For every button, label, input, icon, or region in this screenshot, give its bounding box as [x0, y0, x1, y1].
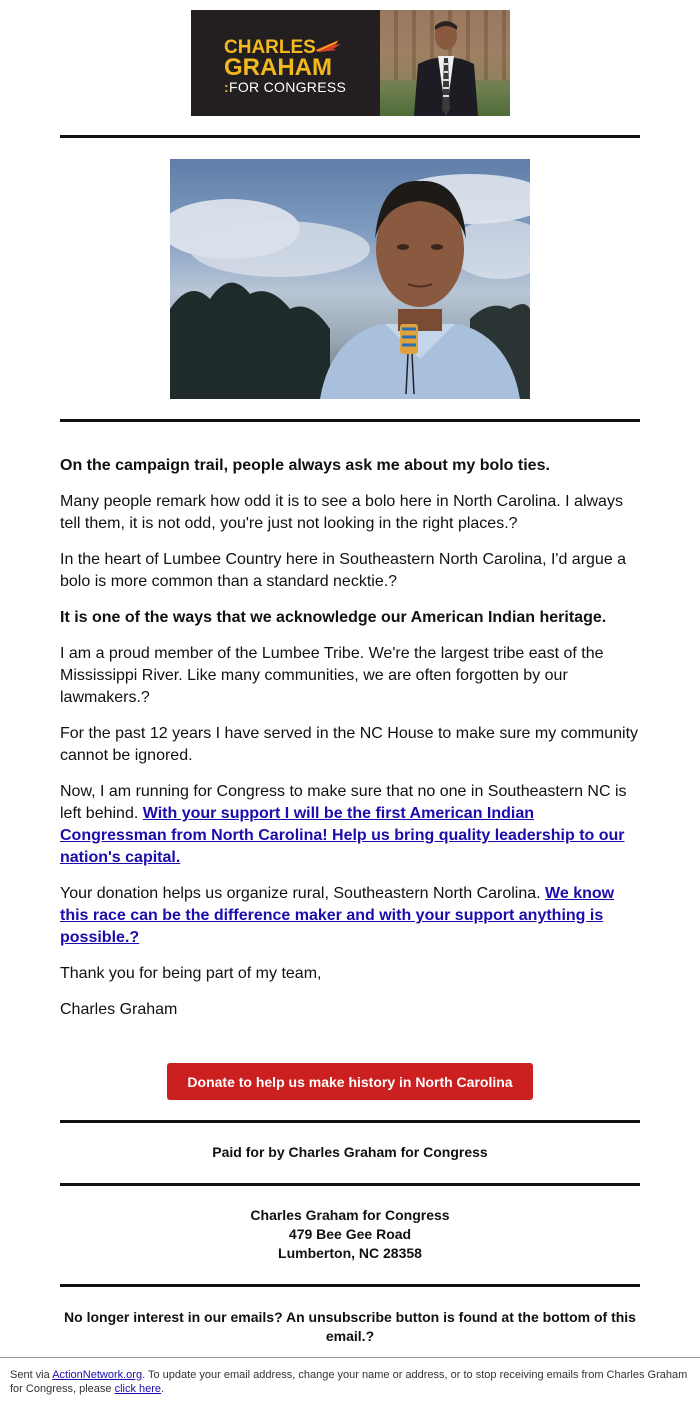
body-paragraph: Your donation helps us organize rural, Southeastern North Carolina. We know this race can be the difference maker and with your support anything is possible.? [60, 885, 615, 946]
divider [60, 1120, 640, 1123]
divider [60, 135, 640, 138]
unsubscribe-note: No longer interest in our emails? An unsubscribe button is found at the bottom of this email.? [64, 1309, 636, 1344]
address-name: Charles Graham for Congress [250, 1207, 450, 1223]
body-paragraph: Now, I am running for Congress to make sure that no one in Southeastern NC is left behind. With your support I will be the first American Indian Congressman from North Carolina! Help us bring quality leadership to our nation's capital. [60, 783, 627, 866]
email-body [60, 455, 640, 1035]
divider [60, 1284, 640, 1287]
campaign-logo: CHARLES GRAHAM :FOR CONGRESS [224, 37, 347, 95]
feather-icon [313, 36, 343, 56]
donate-button[interactable]: Donate to help us make history in North Carolina [167, 1063, 533, 1100]
actionnetwork-link[interactable]: ActionNetwork.org [52, 1369, 143, 1381]
signature: Charles Graham [60, 1001, 178, 1018]
candidate-hero-photo [170, 159, 530, 399]
logo-line-charles: CHARLES [224, 37, 316, 58]
logo-line-for-congress: FOR CONGRESS [228, 79, 347, 95]
click-here-link[interactable]: click here [114, 1383, 162, 1395]
heritage-heading: It is one of the ways that we acknowledge our American Indian heritage. [60, 609, 607, 626]
difference-maker-link[interactable]: We know this race can be the difference maker and with your support anything is possible.? [60, 885, 615, 946]
body-paragraph: I am a proud member of the Lumbee Tribe. We're the largest tribe east of the Mississippi River. Like many communities, we are often forgotten by our lawmakers.? [60, 645, 604, 706]
divider [60, 1183, 640, 1186]
candidate-header-photo [380, 10, 510, 116]
campaign-header-banner [191, 10, 510, 116]
address-city: Lumberton, NC 28358 [278, 1245, 422, 1261]
hero-illustration [170, 159, 530, 399]
candidate-figure [410, 14, 482, 116]
closing-line: Thank you for being part of my team, [60, 965, 322, 982]
email-footer-bar [0, 1357, 700, 1408]
divider [60, 419, 640, 422]
intro-heading: On the campaign trail, people always ask me about my bolo ties. [60, 457, 550, 474]
body-paragraph: Many people remark how odd it is to see a bolo here in North Carolina. I always tell them, it is not odd, you're just not looking in the right places.? [60, 493, 623, 532]
body-paragraph: For the past 12 years I have served in the NC House to make sure my community cannot be ignored. [60, 725, 639, 764]
address-street: 479 Bee Gee Road [288, 1226, 412, 1242]
logo-line-graham: GRAHAM [224, 54, 332, 81]
support-link[interactable]: With your support I will be the first American Indian Congressman from North Carolina! Help us bring quality leadership to our nation's capital. [60, 805, 625, 866]
paid-for-disclaimer: Paid for by Charles Graham for Congress [212, 1144, 488, 1160]
footer-bar-text: Sent via ActionNetwork.org. To update your email address, change your name or address, or to stop receiving emails from Charles Graham for Congress, please click here. [10, 1369, 688, 1395]
body-paragraph: In the heart of Lumbee Country here in Southeastern North Carolina, I'd argue a bolo is more common than a standard necktie.? [60, 551, 627, 590]
mailing-address [60, 1206, 640, 1263]
